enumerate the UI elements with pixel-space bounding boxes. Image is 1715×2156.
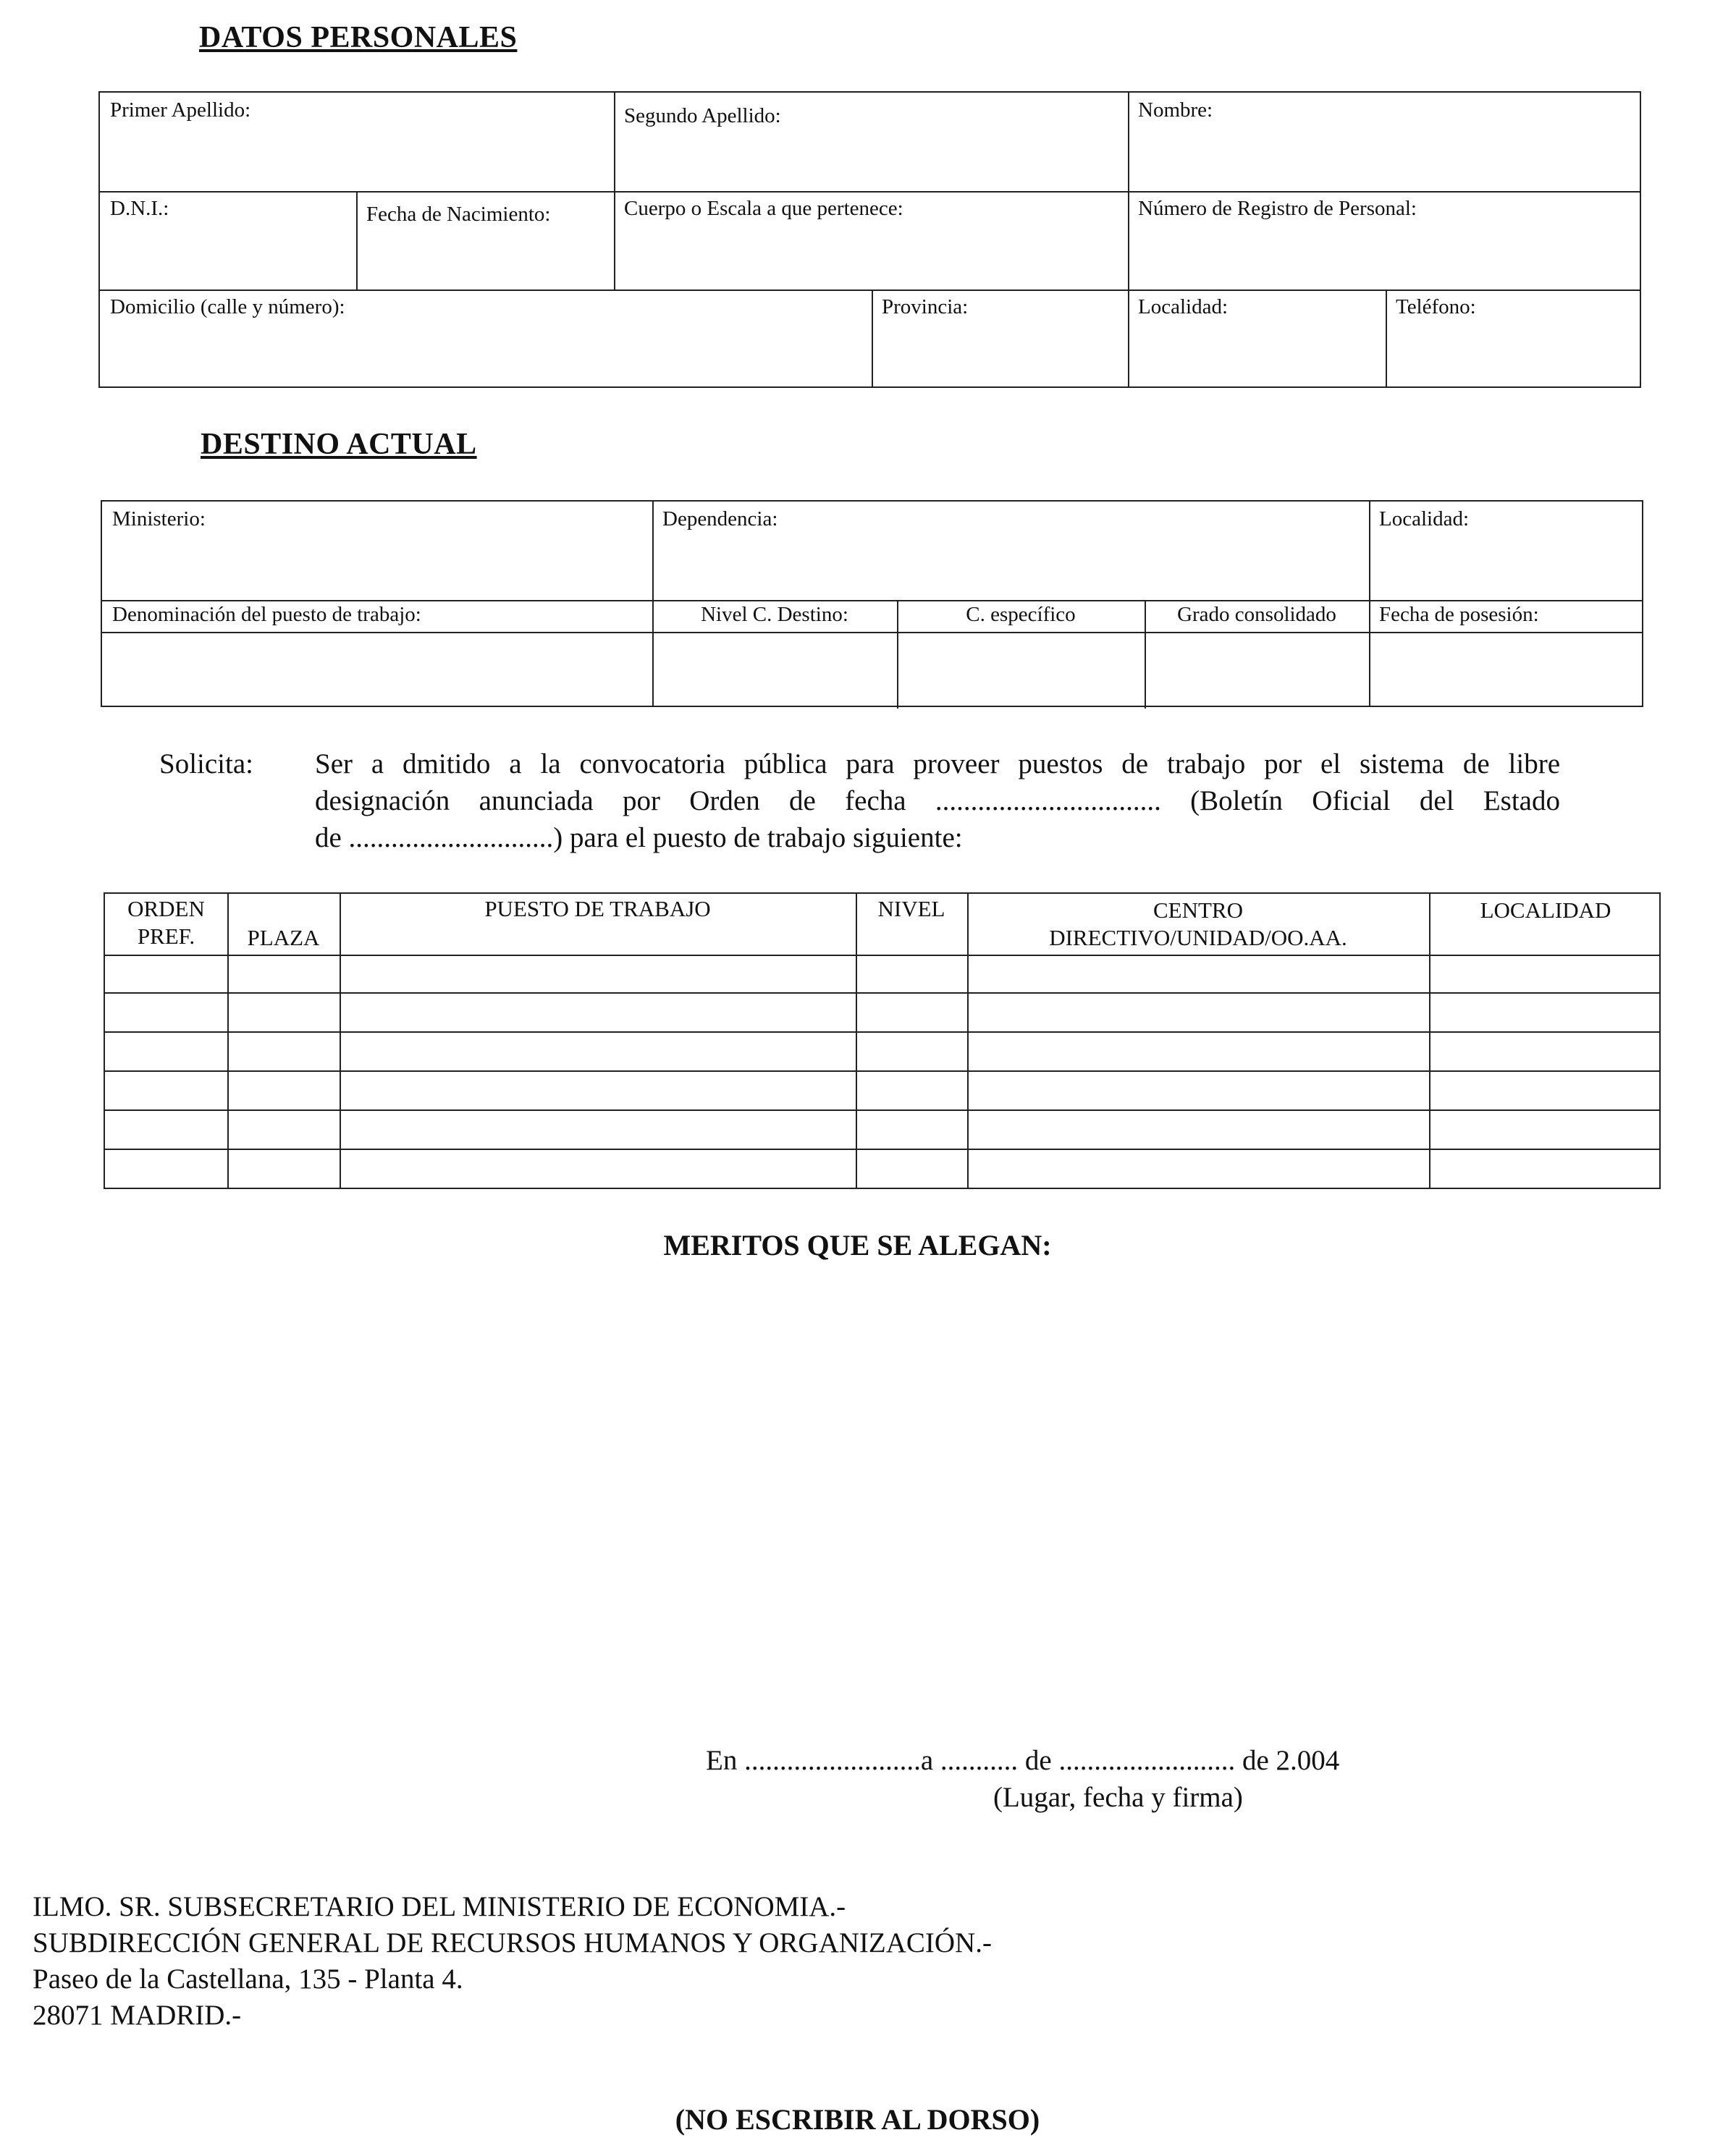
numero-registro-field[interactable]: Número de Registro de Personal: <box>1138 197 1417 220</box>
domicilio-field[interactable]: Domicilio (calle y número): <box>110 295 345 318</box>
datos-personales-title: DATOS PERSONALES <box>199 21 518 54</box>
solicita-line-3: de .............................) para el puesto de trabajo siguiente: <box>315 822 963 853</box>
header-puesto: PUESTO DE TRABAJO <box>484 896 711 921</box>
destinatario-line-2: SUBDIRECCIÓN GENERAL DE RECURSOS HUMANOS Y ORGANIZACIÓN.- <box>33 1927 992 1958</box>
firma-line: En .........................a ........... de ......................... de 2.004 <box>706 1745 1340 1776</box>
meritos-title: MERITOS QUE SE ALEGAN: <box>663 1229 1052 1261</box>
header-orden: ORDEN <box>127 896 205 921</box>
primer-apellido-field[interactable]: Primer Apellido: <box>110 98 251 122</box>
solicita-label: Solicita: <box>159 748 253 779</box>
destino-actual-table <box>101 500 1643 707</box>
header-localidad: LOCALIDAD <box>1480 897 1611 923</box>
telefono-field[interactable]: Teléfono: <box>1396 295 1476 318</box>
header-centro-directivo: DIRECTIVO/UNIDAD/OO.AA. <box>1049 925 1347 950</box>
fecha-posesion-field[interactable]: Fecha de posesión: <box>1379 603 1539 626</box>
solicita-line-2: designación anunciada por Orden de fecha ................................ (Boletín Oficial del Estado <box>315 785 1560 816</box>
segundo-apellido-field[interactable]: Segundo Apellido: <box>624 104 781 127</box>
puestos-table <box>104 892 1661 1189</box>
nombre-field[interactable]: Nombre: <box>1138 98 1213 122</box>
header-plaza: PLAZA <box>247 925 320 950</box>
denominacion-puesto-field[interactable]: Denominación del puesto de trabajo: <box>112 603 421 626</box>
header-pref: PREF. <box>137 923 195 949</box>
destino-actual-title: DESTINO ACTUAL <box>201 428 477 461</box>
firma-caption: (Lugar, fecha y firma) <box>993 1782 1243 1813</box>
destinatario-line-3: Paseo de la Castellana, 135 - Planta 4. <box>33 1963 463 1995</box>
fecha-nacimiento-field[interactable]: Fecha de Nacimiento: <box>366 203 551 226</box>
destino-localidad-field[interactable]: Localidad: <box>1379 507 1470 530</box>
cuerpo-escala-field[interactable]: Cuerpo o Escala a que pertenece: <box>624 197 903 220</box>
solicita-line-1: Ser a dmitido a la convocatoria pública para proveer puestos de trabajo por el sistema de libre <box>315 748 1560 779</box>
localidad-field[interactable]: Localidad: <box>1138 295 1229 318</box>
nivel-destino-field[interactable]: Nivel C. Destino: <box>701 603 848 626</box>
dni-field[interactable]: D.N.I.: <box>110 197 169 220</box>
footer-note: (NO ESCRIBIR AL DORSO) <box>675 2103 1040 2136</box>
dependencia-field[interactable]: Dependencia: <box>662 507 778 530</box>
provincia-field[interactable]: Provincia: <box>882 295 969 318</box>
destinatario-line-4: 28071 MADRID.- <box>33 2000 242 2031</box>
destinatario-line-1: ILMO. SR. SUBSECRETARIO DEL MINISTERIO DE ECONOMIA.- <box>33 1891 846 1922</box>
ministerio-field[interactable]: Ministerio: <box>112 507 206 530</box>
c-especifico-field[interactable]: C. específico <box>966 603 1076 626</box>
grado-consolidado-field[interactable]: Grado consolidado <box>1177 603 1336 626</box>
header-nivel: NIVEL <box>877 896 945 921</box>
datos-personales-table <box>98 91 1641 388</box>
header-centro: CENTRO <box>1153 897 1243 923</box>
